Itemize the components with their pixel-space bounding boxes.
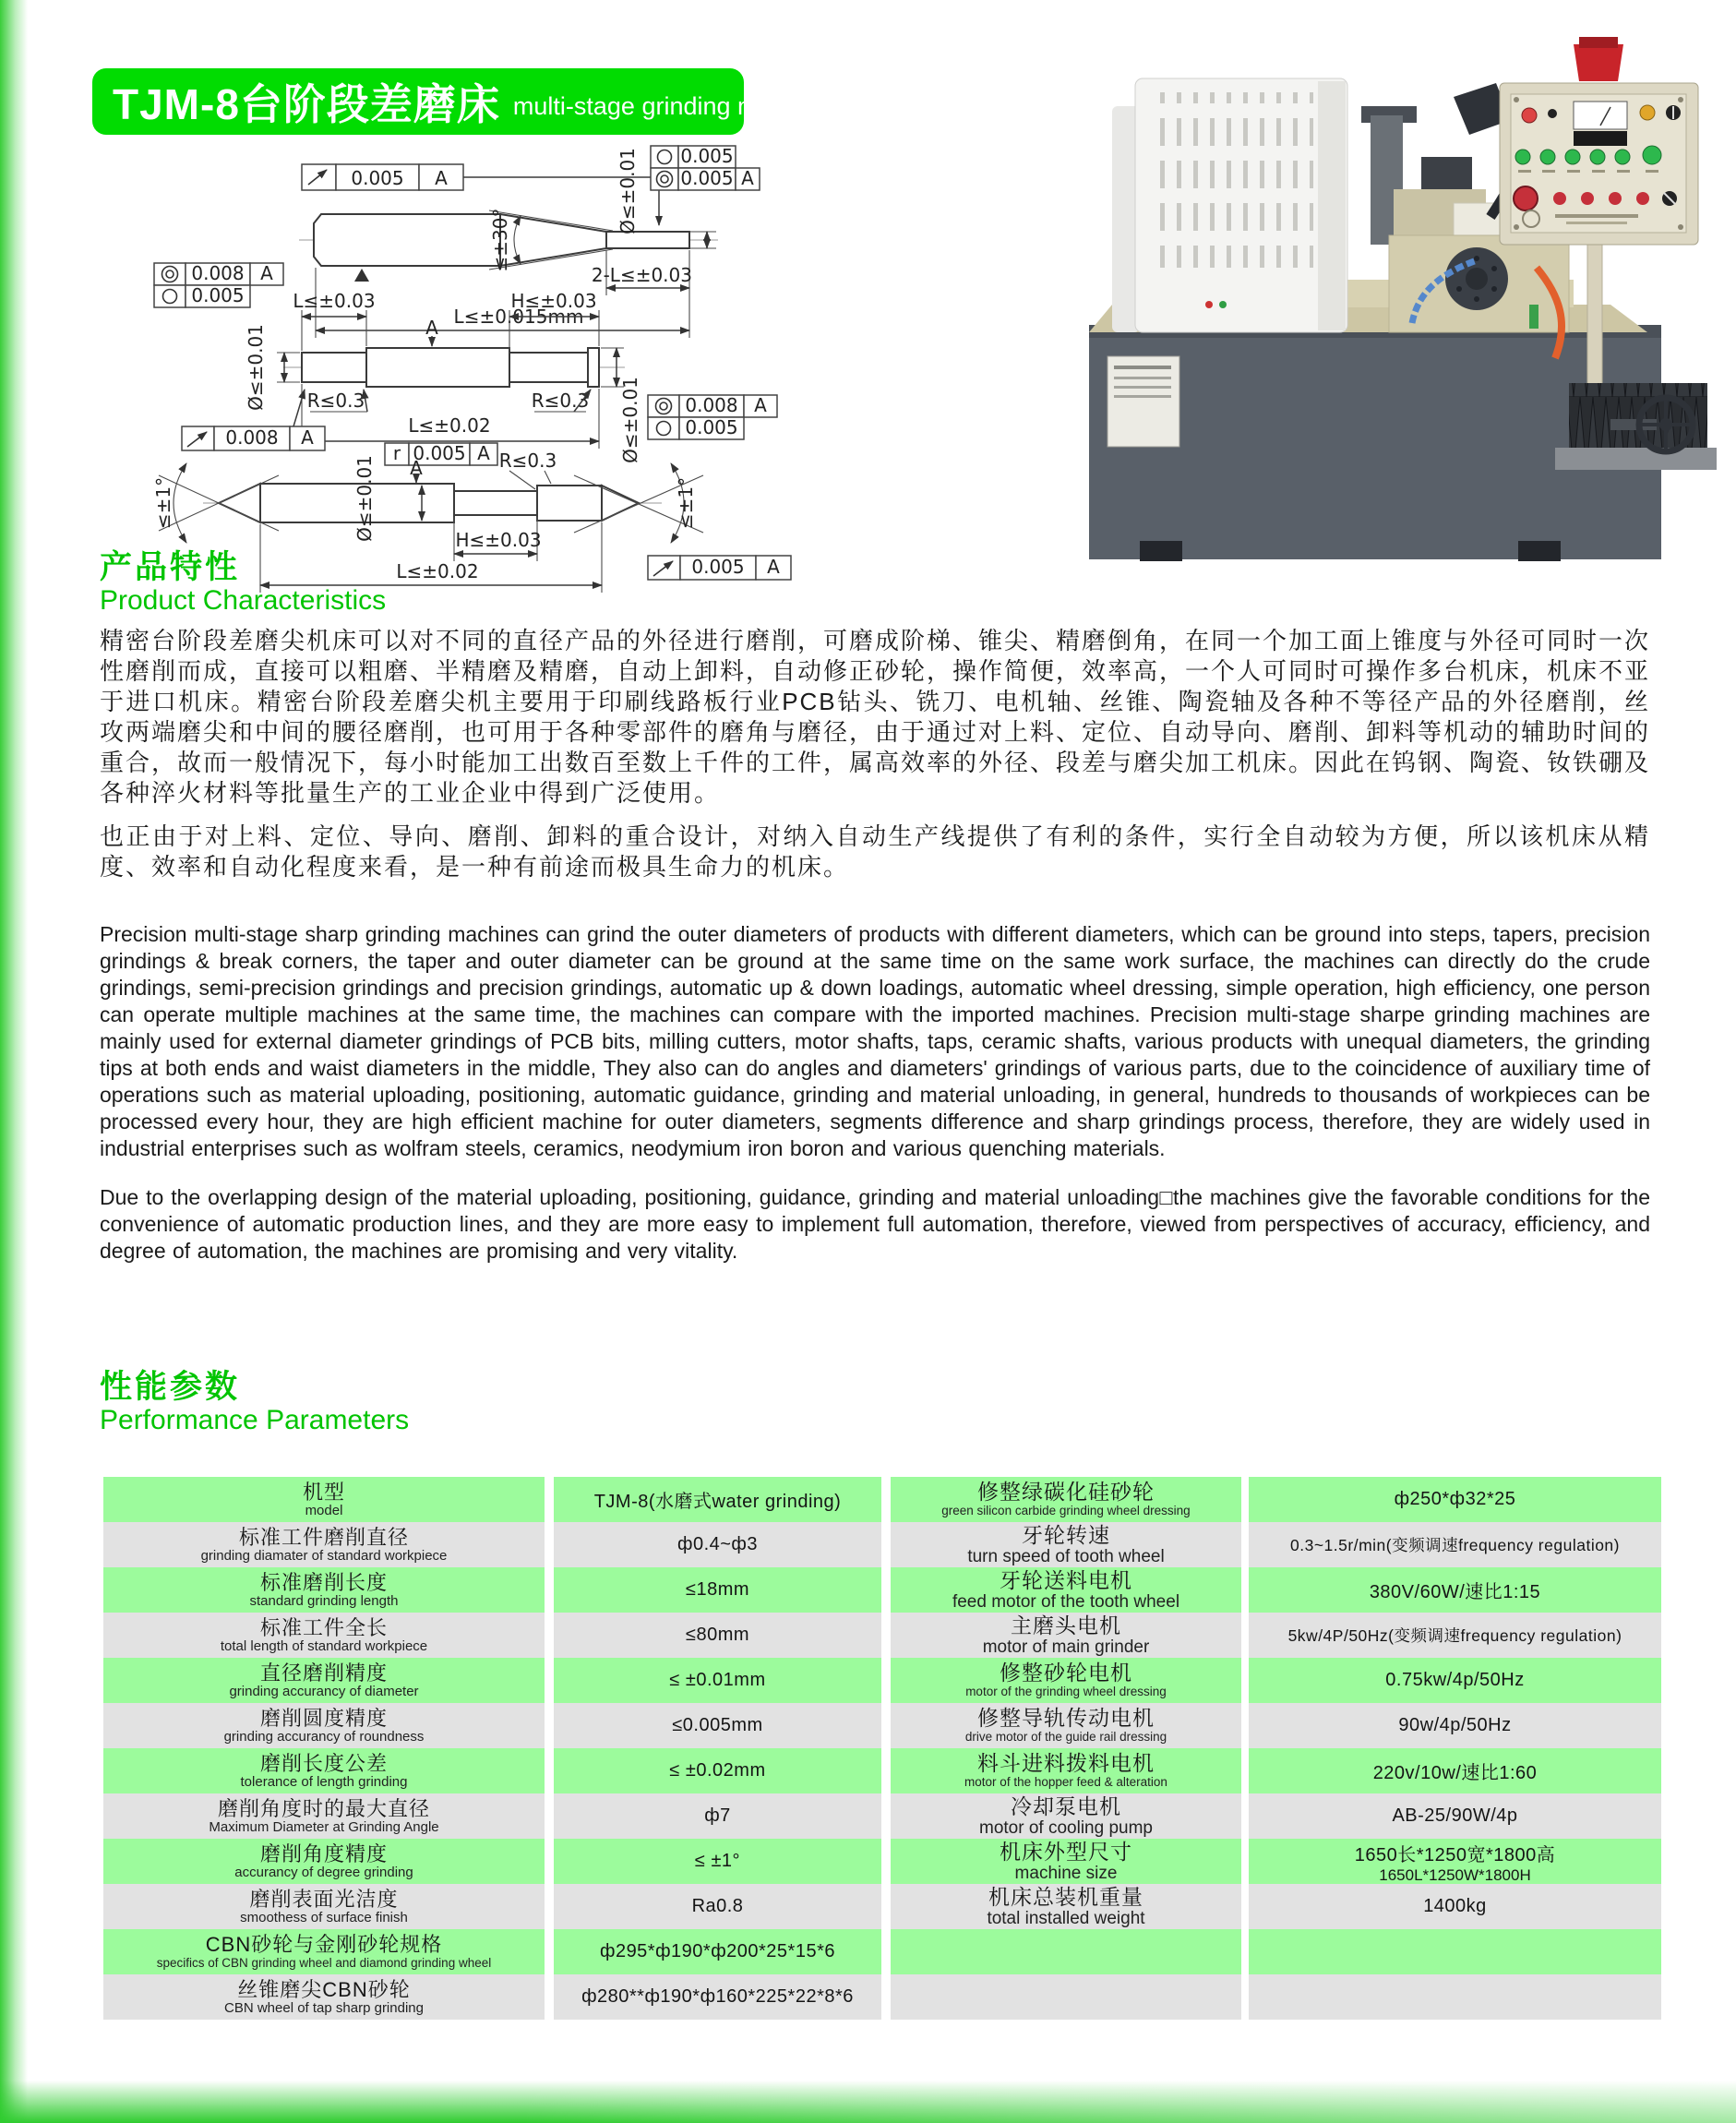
param-label-en: machine size	[1014, 1863, 1118, 1883]
param-value-text: 1400kg	[1423, 1896, 1487, 1916]
param-row	[891, 1613, 1661, 1658]
fcf-value: 0.005	[680, 167, 734, 189]
param-row	[891, 1839, 1661, 1884]
param-label	[891, 1522, 1241, 1567]
param-value	[554, 1793, 881, 1839]
param-label-zh: 主磨头电机	[1011, 1613, 1121, 1637]
param-value-text: Ra0.8	[691, 1896, 744, 1916]
param-label-zh: CBN砂轮与金刚砂轮规格	[205, 1932, 443, 1956]
param-value-text: 1650长*1250宽*1800高	[1354, 1844, 1556, 1865]
param-label-en: turn speed of tooth wheel	[967, 1546, 1165, 1566]
param-value-text: 5kw/4P/50Hz(变频调速frequency regulation)	[1287, 1626, 1622, 1645]
fcf-datum: A	[260, 262, 273, 284]
param-label-en: tolerance of length grinding	[240, 1773, 408, 1790]
param-label	[891, 1703, 1241, 1748]
param-label-zh: 标准工件全长	[259, 1615, 388, 1639]
param-label	[103, 1658, 545, 1703]
param-value	[1249, 1929, 1661, 1974]
param-row	[891, 1974, 1661, 2020]
features-paragraph-zh-1: 精密台阶段差磨尖机床可以对不同的直径产品的外径进行磨削，可磨成阶梯、锥尖、精磨倒角，在同一个加工面上锥度与外径可同时一次性磨削而成，直接可以粗磨、半精磨及精磨，自动上卸料，自动修正砂轮，操作简便，效率高，一个人可同时可操作多台机床，机床不亚于进口机床。精密台阶段差磨尖机主要用于印刷线路板行业PCB钻头、铣刀、电机轴、丝锥、陶瓷轴及各种不等径产品的外径磨削，丝攻两端磨尖和中间的腰径磨削，也可用于各种零部件的磨角与磨径，由于通过对上料、定位、自动导向、磨削、卸料等机动的辅助时间的重合，故而一般情况下，每小时能加工出数百至数上千件的工件，属高效率的外径、段差与磨尖加工机床。因此在钨钢、陶瓷、钕铁硼及各种淬火材料等批量生产的工业企业中得到广泛使用。	[100, 627, 1651, 807]
features-paragraph-en-1: Precision multi-stage sharp grinding machines can grind the outer diameters of products with different diameters, which can be ground into steps, tapers, precision grindings & break corners, the taper and outer diameter can be ground at the same time on the same work surface, the machines can directly do the crude grindings, semi-precision grindings and precision grindings, automatic up & down loadings, automatic wheel dressing, simple operation, high efficiency, one person can operate multiple machines at the same time, the machines can compare with the imported machines. Precision multi-stage sharpe grinding machines are mainly used for external diameter grindings of PCB bits, milling cutters, motor shafts, taps, ceramic shafts, various products with unequal diameters, the grinding tips at both ends and waist diameters in the middle, They also can do angles and diameters' grindings of various parts, due to the coincidence of auxiliary time of operations such as material uploading, positioning, automatic guidance, grinding and material unloading, in general, hundreds to thousands of workpieces can be processed every hour, they are high efficient machine for outer diameters, segments difference and sharp grindings process, therefore, they are widely used in industrial enterprises such as wolfram steels, ceramics, neodymium iron boron and various quenching materials.	[100, 922, 1650, 1160]
param-label-en: motor of main grinder	[982, 1637, 1150, 1657]
datum-triangle	[354, 269, 369, 282]
param-value	[1249, 1974, 1661, 2020]
param-row	[103, 1839, 881, 1884]
param-label	[891, 1613, 1241, 1658]
param-value-text: AB-25/90W/4p	[1392, 1805, 1518, 1826]
param-value	[554, 1567, 881, 1613]
param-value	[1249, 1884, 1661, 1929]
param-value-text: ≤0.005mm	[672, 1715, 763, 1735]
diameter-label: Ø≤±0.01	[245, 324, 267, 411]
fcf-value: 0.005	[413, 442, 466, 464]
dim-label: H≤±0.03	[455, 529, 542, 551]
param-label-zh: 冷却泵电机	[1011, 1793, 1121, 1818]
radius-label: R≤0.3	[498, 450, 557, 472]
param-row	[103, 1748, 881, 1793]
param-label-zh: 修整砂轮电机	[1000, 1660, 1132, 1685]
params-section-heading	[100, 1370, 409, 1436]
control-panel-pole	[1587, 238, 1602, 386]
param-row	[891, 1477, 1661, 1522]
param-label	[103, 1839, 545, 1884]
param-label	[103, 1567, 545, 1613]
fcf-datum: A	[767, 556, 780, 578]
param-label	[103, 1884, 545, 1929]
fcf-datum: A	[301, 426, 314, 449]
param-label-zh: 牙轮送料电机	[1000, 1567, 1132, 1592]
param-value	[554, 1477, 881, 1522]
param-row	[103, 1884, 881, 1929]
param-label-en: Maximum Diameter at Grinding Angle	[209, 1818, 439, 1835]
param-label	[891, 1839, 1241, 1884]
param-value-text: 90w/4p/50Hz	[1398, 1715, 1512, 1735]
fcf-value: 0.008	[685, 394, 738, 416]
param-row	[891, 1567, 1661, 1613]
param-label	[891, 1929, 1241, 1974]
dim-label: L≤±0.03	[293, 290, 376, 312]
param-label-en: total length of standard workpiece	[220, 1637, 428, 1654]
param-row	[103, 1974, 881, 2020]
fcf-value: 0.005	[691, 556, 745, 578]
features-paragraph-en-2: Due to the overlapping design of the material uploading, positioning, guidance, grinding and material unloading□the machines give the favorable conditions for the convenience of automatic production lines, and they are more easy to implement full automation, therefore, viewed from perspectives of accuracy, efficiency, and degree of automation, the machines are promising and very vitality.	[100, 1185, 1650, 1263]
param-label	[103, 1793, 545, 1839]
param-label	[891, 1477, 1241, 1522]
fcf-datum: A	[741, 167, 754, 189]
param-label	[103, 1477, 545, 1522]
param-label-zh: 牙轮转速	[1022, 1522, 1110, 1547]
fcf-datum: A	[754, 394, 767, 416]
dimension-drawing	[94, 138, 809, 605]
param-value	[1249, 1658, 1661, 1703]
param-value-text: ≤ ±0.02mm	[669, 1760, 766, 1781]
param-value	[554, 1884, 881, 1929]
param-value-text: ≤ ±0.01mm	[669, 1670, 766, 1690]
fcf-value: 0.005	[685, 416, 738, 438]
bottom-accent-band	[0, 2081, 1736, 2123]
angle-label: ≤±1°	[152, 476, 174, 530]
param-label-en: specifics of CBN grinding wheel and diamond grinding wheel	[156, 1955, 492, 1970]
param-row	[103, 1658, 881, 1703]
features-heading-en: Product Characteristics	[100, 585, 387, 616]
param-label	[891, 1793, 1241, 1839]
features-heading-zh: 产品特性	[100, 549, 241, 585]
param-label-zh: 丝锥磨尖CBN砂轮	[237, 1977, 411, 2001]
radius-label: R≤0.3	[306, 390, 365, 412]
fcf-left-stack	[154, 262, 283, 307]
param-label-en: green silicon carbide grinding wheel dressing	[941, 1503, 1191, 1517]
param-label	[103, 1613, 545, 1658]
param-label-zh: 直径磨削精度	[259, 1661, 388, 1685]
param-label-en: drive motor of the guide rail dressing	[964, 1729, 1167, 1744]
param-value-text: ф250*ф32*25	[1394, 1489, 1516, 1509]
radius-label: R≤0.3	[531, 390, 590, 412]
warning-beacon	[1574, 44, 1623, 81]
param-value-text: ф280**ф190*ф160*225*22*8*6	[581, 1986, 854, 2007]
dim-label: 2-L≤±0.03	[591, 264, 692, 286]
param-label-zh: 磨削角度精度	[259, 1841, 388, 1865]
features-section	[100, 550, 1650, 1265]
fcf-datum: A	[477, 442, 490, 464]
fcf-value: 0.005	[351, 167, 404, 189]
param-label-en: motor of the grinding wheel dressing	[965, 1684, 1167, 1698]
param-row	[891, 1929, 1661, 1974]
param-value	[1249, 1567, 1661, 1613]
param-value	[554, 1522, 881, 1567]
param-value	[554, 1703, 881, 1748]
param-value	[554, 1974, 881, 2020]
param-label-en: standard grinding length	[249, 1592, 399, 1609]
param-label-zh: 标准磨削长度	[259, 1570, 388, 1594]
param-label-en: grinding accurancy of roundness	[223, 1728, 425, 1745]
param-label-en: motor of cooling pump	[979, 1817, 1153, 1838]
param-label-en: model	[305, 1502, 343, 1518]
control-panel	[1500, 37, 1698, 245]
param-row	[891, 1703, 1661, 1748]
dim-label: L≤±0.015mm	[453, 306, 584, 328]
param-value-text: 380V/60W/速比1:15	[1369, 1582, 1541, 1602]
param-label	[103, 1522, 545, 1567]
param-value-text: ≤ ±1°	[694, 1851, 741, 1871]
diameter-label: Ø≤±0.01	[617, 148, 639, 234]
param-label-en: total installed weight	[987, 1908, 1145, 1928]
machine-tower	[1112, 78, 1347, 332]
param-label-zh: 机型	[302, 1480, 345, 1504]
param-row	[103, 1522, 881, 1567]
diameter-label: Ø≤±0.01	[353, 455, 376, 542]
param-value	[1249, 1748, 1661, 1793]
param-label	[891, 1658, 1241, 1703]
param-label-en: grinding accurancy of diameter	[229, 1683, 419, 1699]
param-value	[1249, 1793, 1661, 1839]
page-title-en: multi-stage grinding machines	[512, 91, 844, 120]
param-row	[103, 1613, 881, 1658]
param-value	[1249, 1703, 1661, 1748]
dim-label: H≤±0.03	[510, 290, 597, 312]
param-label-zh: 机床外型尺寸	[1000, 1839, 1132, 1864]
param-row	[891, 1748, 1661, 1793]
left-accent-band	[0, 0, 28, 2123]
param-label	[103, 1703, 545, 1748]
param-row	[103, 1929, 881, 1974]
param-label-en: motor of the hopper feed & alteration	[964, 1774, 1167, 1789]
param-label	[103, 1929, 545, 1974]
param-label-zh: 料斗进料拨料电机	[977, 1750, 1155, 1775]
datum-label: A	[425, 317, 438, 339]
fcf-datum: A	[435, 167, 448, 189]
fcf-value: 0.008	[225, 426, 279, 449]
param-label	[103, 1974, 545, 2020]
fcf-symbol-r: r	[392, 442, 401, 464]
param-value	[554, 1929, 881, 1974]
angle-label: ≤±1°	[675, 476, 697, 530]
param-label	[891, 1748, 1241, 1793]
param-row	[891, 1793, 1661, 1839]
param-label-zh: 磨削角度时的最大直径	[217, 1796, 430, 1820]
param-row	[103, 1793, 881, 1839]
param-value-text: ф295*ф190*ф200*25*15*6	[599, 1941, 835, 1961]
param-value-text: ф0.4~ф3	[676, 1534, 758, 1554]
param-label-zh: 磨削表面光洁度	[249, 1887, 399, 1911]
performance-table-right	[891, 1477, 1661, 2020]
diameter-label: Ø≤±0.01	[619, 377, 641, 463]
param-label-zh: 修整绿碳化硅砂轮	[977, 1479, 1155, 1504]
param-value-text: ≤18mm	[685, 1579, 750, 1600]
param-label-zh: 标准工件磨削直径	[238, 1525, 409, 1549]
param-label-en: accurancy of degree grinding	[234, 1864, 413, 1880]
dim-label: L≤±0.02	[408, 414, 491, 437]
param-label-zh: 修整导轨传动电机	[977, 1705, 1155, 1730]
param-label	[103, 1748, 545, 1793]
param-row	[103, 1567, 881, 1613]
param-value	[1249, 1522, 1661, 1567]
param-value-text: 0.3~1.5r/min(变频调速frequency regulation)	[1290, 1536, 1620, 1554]
param-value	[554, 1613, 881, 1658]
param-value	[1249, 1477, 1661, 1522]
dim-label: L≤±0.02	[396, 560, 479, 582]
param-value	[1249, 1839, 1661, 1884]
params-heading-zh: 性能参数	[100, 1369, 241, 1405]
param-value	[1249, 1613, 1661, 1658]
fcf-value: 0.005	[191, 284, 245, 306]
params-heading-en: Performance Parameters	[100, 1405, 410, 1435]
param-label-en: feed motor of the tooth wheel	[952, 1591, 1180, 1612]
param-row	[891, 1884, 1661, 1929]
param-value	[554, 1658, 881, 1703]
machine-photo	[1057, 28, 1717, 582]
performance-table-left	[103, 1477, 881, 2020]
param-row	[103, 1703, 881, 1748]
param-value-text-2: 1650L*1250W*1800H	[1379, 1865, 1531, 1884]
param-label-zh: 磨削长度公差	[259, 1751, 388, 1775]
param-value-text: 0.75kw/4p/50Hz	[1385, 1670, 1525, 1690]
param-row	[103, 1477, 881, 1522]
title-bar	[92, 68, 844, 135]
param-label	[891, 1884, 1241, 1929]
angle-label: ≤±30°	[489, 208, 511, 272]
fcf-value: 0.008	[191, 262, 245, 284]
page-title-zh: TJM-8台阶段差磨床	[113, 80, 500, 128]
param-label-zh: 机床总装机重量	[988, 1884, 1143, 1909]
fcf-value: 0.005	[680, 145, 734, 167]
param-label-en: smoothess of surface finish	[240, 1909, 408, 1925]
features-paragraph-zh-2: 也正由于对上料、定位、导向、磨削、卸料的重合设计，对纳入自动生产线提供了有利的条件，实行全自动较为方便，所以该机床从精度、效率和自动化程度来看，是一种有前途而极具生命力的机床。	[100, 822, 1650, 881]
param-value	[554, 1748, 881, 1793]
param-row	[891, 1658, 1661, 1703]
param-value-text: TJM-8(水磨式water grinding)	[593, 1492, 842, 1512]
param-value-text: ф7	[704, 1805, 731, 1826]
datum-label: A	[410, 457, 423, 479]
param-value-text: ≤80mm	[685, 1625, 750, 1645]
param-value-text: 220v/10w/速比1:60	[1372, 1763, 1538, 1783]
param-row	[891, 1522, 1661, 1567]
param-label	[891, 1974, 1241, 2020]
param-label	[891, 1567, 1241, 1613]
param-value	[554, 1839, 881, 1884]
param-label-zh: 磨削圆度精度	[259, 1706, 388, 1730]
param-label-en: grinding diamater of standard workpiece	[200, 1547, 448, 1564]
param-label-en: CBN wheel of tap sharp grinding	[224, 1999, 424, 2016]
